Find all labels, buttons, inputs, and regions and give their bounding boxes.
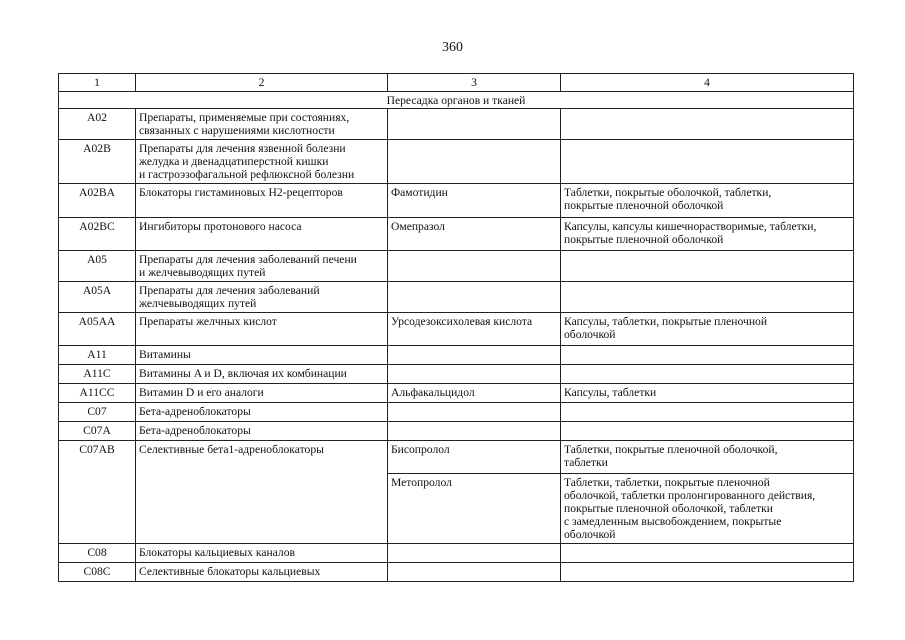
drug-cell: Омепразол bbox=[388, 218, 561, 251]
column-header-4: 4 bbox=[561, 74, 854, 92]
drug-cell bbox=[388, 563, 561, 582]
atc-code-cell: C07AB bbox=[59, 441, 136, 474]
drug-cell: Фамотидин bbox=[388, 184, 561, 218]
group-cell: Блокаторы кальциевых каналов bbox=[136, 544, 388, 563]
table-row bbox=[59, 218, 854, 251]
table-row bbox=[59, 544, 854, 563]
group-cell: Бета-адреноблокаторы bbox=[136, 403, 388, 422]
atc-code-cell: A05A bbox=[59, 282, 136, 313]
atc-code-cell: C08 bbox=[59, 544, 136, 563]
table-header-row bbox=[59, 74, 854, 92]
form-cell bbox=[561, 282, 854, 313]
drug-cell bbox=[388, 422, 561, 441]
group-cell: Бета-адреноблокаторы bbox=[136, 422, 388, 441]
atc-code-cell: C08C bbox=[59, 563, 136, 582]
group-cell: Препараты для лечения заболеваний печени и желчевыводящих путей bbox=[136, 251, 388, 282]
form-cell bbox=[561, 422, 854, 441]
group-cell: Витамин D и его аналоги bbox=[136, 384, 388, 403]
atc-code-cell: A11CC bbox=[59, 384, 136, 403]
group-cell: Ингибиторы протонового насоса bbox=[136, 218, 388, 251]
form-cell bbox=[561, 563, 854, 582]
group-cell: Витамины bbox=[136, 346, 388, 365]
group-cell: Препараты желчных кислот bbox=[136, 313, 388, 346]
table-row bbox=[59, 184, 854, 218]
form-cell bbox=[561, 346, 854, 365]
drug-cell bbox=[388, 544, 561, 563]
table-row bbox=[59, 563, 854, 582]
drug-cell bbox=[388, 251, 561, 282]
drug-cell bbox=[388, 282, 561, 313]
table-row bbox=[59, 422, 854, 441]
atc-code-cell: C07 bbox=[59, 403, 136, 422]
group-cell bbox=[136, 474, 388, 544]
drug-cell: Бисопролол bbox=[388, 441, 561, 474]
group-cell: Блокаторы гистаминовых H2-рецепторов bbox=[136, 184, 388, 218]
form-cell bbox=[561, 365, 854, 384]
drug-cell bbox=[388, 109, 561, 140]
atc-code-cell: A05AA bbox=[59, 313, 136, 346]
table-row bbox=[59, 109, 854, 140]
drug-table bbox=[58, 73, 854, 582]
atc-code-cell: A02BC bbox=[59, 218, 136, 251]
form-cell bbox=[561, 544, 854, 563]
drug-cell: Урсодезоксихолевая кислота bbox=[388, 313, 561, 346]
table-row bbox=[59, 403, 854, 422]
page-number: 360 bbox=[442, 40, 463, 55]
section-title: Пересадка органов и тканей bbox=[59, 92, 854, 109]
table-row bbox=[59, 282, 854, 313]
form-cell: Капсулы, таблетки bbox=[561, 384, 854, 403]
table-row bbox=[59, 346, 854, 365]
drug-cell: Альфакальцидол bbox=[388, 384, 561, 403]
table-row bbox=[59, 140, 854, 184]
atc-code-cell: C07A bbox=[59, 422, 136, 441]
column-header-3: 3 bbox=[388, 74, 561, 92]
group-cell: Селективные бета1-адреноблокаторы bbox=[136, 441, 388, 474]
table-row bbox=[59, 441, 854, 474]
group-cell: Препараты для лечения язвенной болезни желудка и двенадцатиперстной кишки и гастроэзофагальной рефлюксной болезни bbox=[136, 140, 388, 184]
form-cell bbox=[561, 140, 854, 184]
drug-cell bbox=[388, 346, 561, 365]
drug-cell bbox=[388, 140, 561, 184]
atc-code-cell: A02BA bbox=[59, 184, 136, 218]
form-cell: Таблетки, покрытые оболочкой, таблетки, покрытые пленочной оболочкой bbox=[561, 184, 854, 218]
form-cell: Таблетки, покрытые пленочной оболочкой, таблетки bbox=[561, 441, 854, 474]
atc-code-cell: A05 bbox=[59, 251, 136, 282]
group-cell: Витамины A и D, включая их комбинации bbox=[136, 365, 388, 384]
atc-code-cell: A11C bbox=[59, 365, 136, 384]
drug-cell: Метопролол bbox=[388, 474, 561, 544]
table-row bbox=[59, 251, 854, 282]
atc-code-cell: A11 bbox=[59, 346, 136, 365]
form-cell: Капсулы, таблетки, покрытые пленочной оболочкой bbox=[561, 313, 854, 346]
form-cell bbox=[561, 403, 854, 422]
section-row bbox=[59, 92, 854, 109]
group-cell: Препараты для лечения заболеваний желчевыводящих путей bbox=[136, 282, 388, 313]
table-row bbox=[59, 384, 854, 403]
form-cell bbox=[561, 251, 854, 282]
atc-code-cell bbox=[59, 474, 136, 544]
column-header-2: 2 bbox=[136, 74, 388, 92]
atc-code-cell: A02 bbox=[59, 109, 136, 140]
drug-cell bbox=[388, 365, 561, 384]
group-cell: Препараты, применяемые при состояниях, связанных с нарушениями кислотности bbox=[136, 109, 388, 140]
column-header-1: 1 bbox=[59, 74, 136, 92]
form-cell bbox=[561, 109, 854, 140]
table-row bbox=[59, 313, 854, 346]
table-row bbox=[59, 365, 854, 384]
form-cell: Таблетки, таблетки, покрытые пленочной оболочкой, таблетки пролонгированного действия, покрытые пленочной оболочкой, таблетки с замедленным высвобождением, покрытые оболочкой bbox=[561, 474, 854, 544]
atc-code-cell: A02B bbox=[59, 140, 136, 184]
table-row bbox=[59, 474, 854, 544]
drug-cell bbox=[388, 403, 561, 422]
form-cell: Капсулы, капсулы кишечнорастворимые, таблетки, покрытые пленочной оболочкой bbox=[561, 218, 854, 251]
group-cell: Селективные блокаторы кальциевых bbox=[136, 563, 388, 582]
